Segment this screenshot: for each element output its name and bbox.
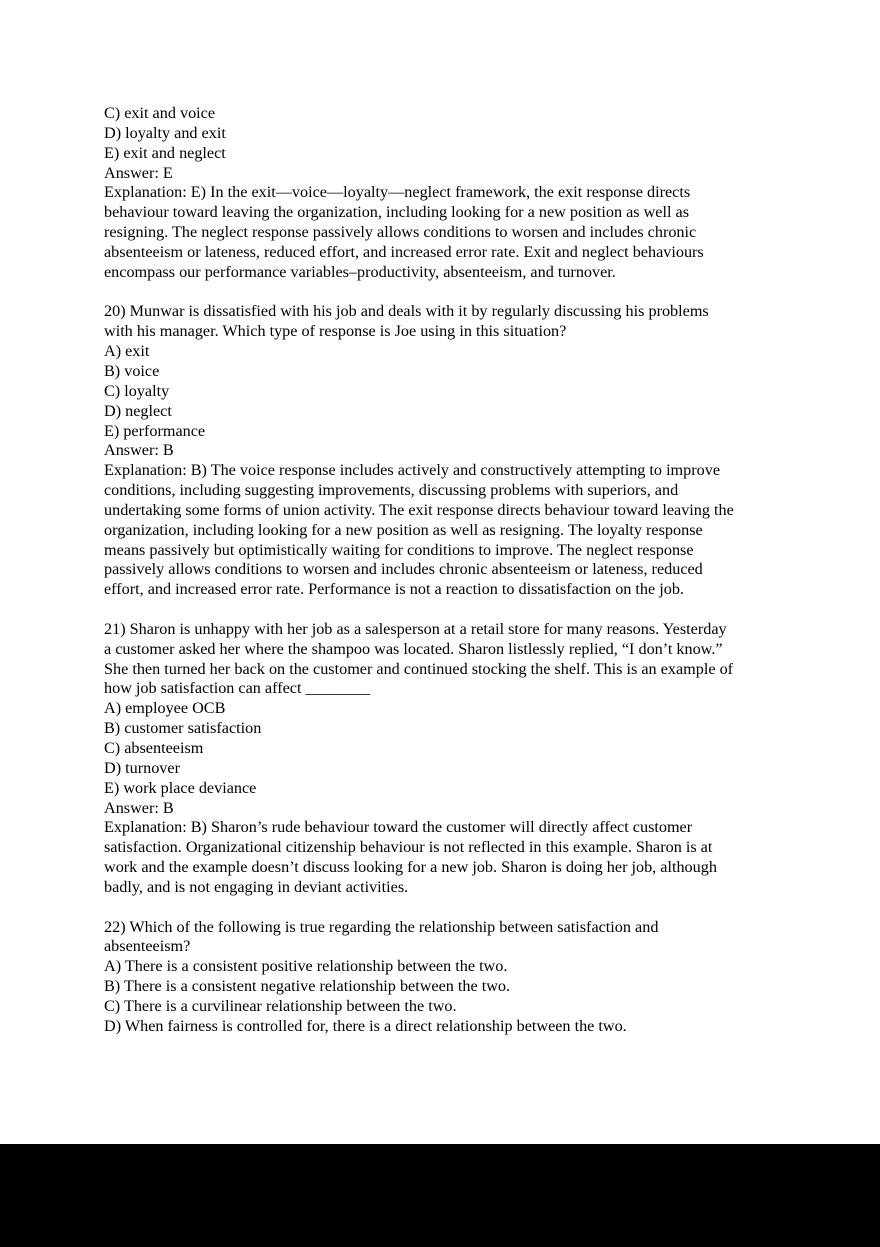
explanation-line: resigning. The neglect response passively allows conditions to worsen and includes chronic — [104, 223, 697, 242]
explanation-line: Explanation: E) In the exit—voice—loyalty—neglect framework, the exit response directs — [104, 183, 691, 202]
explanation-line: work and the example doesn’t discuss looking for a new job. Sharon is doing her job, although — [104, 858, 717, 877]
spacer — [104, 898, 784, 918]
explanation-line: organization, including looking for a new position as well as resigning. The loyalty response — [104, 520, 703, 539]
explanation-line: Explanation: B) Sharon’s rude behaviour toward the customer will directly affect customer — [104, 818, 693, 837]
option-b: B) customer satisfaction — [104, 719, 262, 738]
spacer — [104, 283, 784, 303]
question-text: how job satisfaction can affect ________ — [104, 679, 371, 698]
answer: Answer: E — [104, 163, 173, 182]
explanation-line: conditions, including suggesting improvements, discussing problems with superiors, and — [104, 481, 679, 500]
option-d: D) When fairness is controlled for, there is a direct relationship between the two. — [104, 1016, 627, 1035]
explanation-line: encompass our performance variables–productivity, absenteeism, and turnover. — [104, 262, 616, 281]
option-d: D) neglect — [104, 401, 172, 420]
question-text: 20) Munwar is dissatisfied with his job and deals with it by regularly discussing his problems — [104, 302, 709, 321]
question-text: 22) Which of the following is true regarding the relationship between satisfaction and — [104, 917, 659, 936]
question-22 — [104, 918, 784, 1037]
explanation-line: undertaking some forms of union activity. The exit response directs behaviour toward leaving the — [104, 500, 734, 519]
option-a: A) exit — [104, 342, 150, 361]
question-text: a customer asked her where the shampoo was located. Sharon listlessly replied, “I don’t know.” — [104, 639, 723, 658]
option-a: A) There is a consistent positive relationship between the two. — [104, 957, 508, 976]
page-content — [104, 104, 784, 1037]
question-text: She then turned her back on the customer and continued stocking the shelf. This is an example of — [104, 659, 734, 678]
answer: Answer: B — [104, 798, 174, 817]
option-d: D) turnover — [104, 758, 180, 777]
question-text: absenteeism? — [104, 937, 191, 956]
explanation-line: Explanation: B) The voice response includes actively and constructively attempting to improve — [104, 461, 721, 480]
bottom-black-band — [0, 1144, 880, 1247]
option-c: C) loyalty — [104, 381, 170, 400]
option-c: C) exit and voice — [104, 104, 216, 122]
answer: Answer: B — [104, 441, 174, 460]
question-21 — [104, 620, 784, 898]
question-19-tail — [104, 104, 784, 283]
option-e: E) work place deviance — [104, 778, 257, 797]
explanation-line: absenteeism or lateness, reduced effort, and increased error rate. Exit and neglect behaviours — [104, 242, 704, 261]
explanation-line: effort, and increased error rate. Performance is not a reaction to dissatisfaction on the job. — [104, 580, 684, 599]
explanation-line: means passively but optimistically waiting for conditions to improve. The neglect response — [104, 540, 694, 559]
option-e: E) exit and neglect — [104, 143, 226, 162]
explanation-line: passively allows conditions to worsen and includes chronic absenteeism or lateness, reduced — [104, 560, 703, 579]
option-d: D) loyalty and exit — [104, 123, 226, 142]
explanation-line: behaviour toward leaving the organization, including looking for a new position as well as — [104, 203, 690, 222]
option-c: C) There is a curvilinear relationship between the two. — [104, 996, 457, 1015]
option-e: E) performance — [104, 421, 206, 440]
explanation-line: satisfaction. Organizational citizenship behaviour is not reflected in this example. Sharon is at — [104, 838, 713, 857]
explanation-line: badly, and is not engaging in deviant activities. — [104, 877, 409, 896]
question-text: with his manager. Which type of response is Joe using in this situation? — [104, 322, 567, 341]
spacer — [104, 600, 784, 620]
option-b: B) There is a consistent negative relationship between the two. — [104, 977, 511, 996]
question-20 — [104, 302, 784, 600]
question-text: 21) Sharon is unhappy with her job as a salesperson at a retail store for many reasons. Yesterday — [104, 619, 727, 638]
option-c: C) absenteeism — [104, 739, 204, 757]
option-a: A) employee OCB — [104, 699, 226, 718]
option-b: B) voice — [104, 361, 160, 380]
